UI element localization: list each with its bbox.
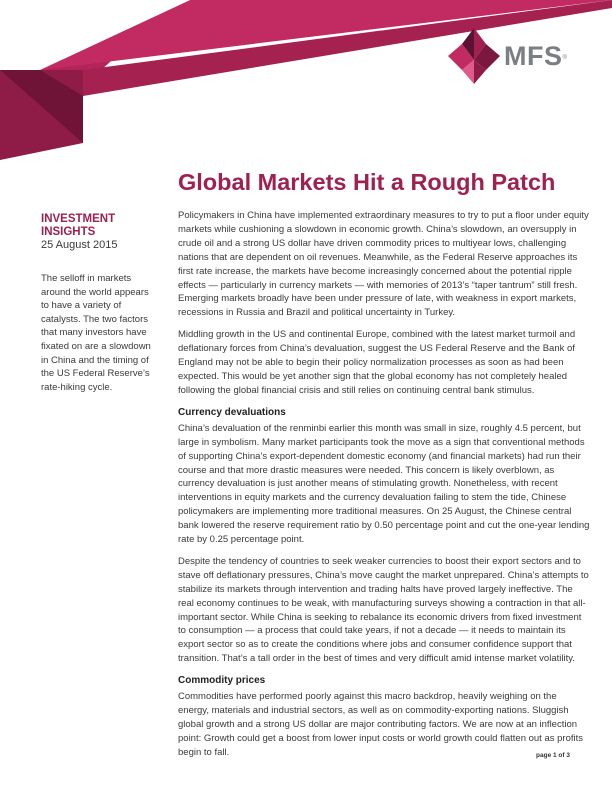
logo-mark-icon	[446, 26, 502, 86]
sidebar-label: INVESTMENT INSIGHTS	[41, 213, 116, 238]
article-body	[178, 209, 590, 768]
sidebar-summary: The selloff in markets around the world appears to have a variety of catalysts. The two factors that many investors have fixated on are a slowdown in China and the timing of the US Federal Reserve’s rate-hiking cycle.	[41, 273, 151, 393]
section-heading: Commodity prices	[178, 675, 266, 687]
publication-date: 25 August 2015	[41, 239, 118, 251]
page-title: Global Markets Hit a Rough Patch	[178, 169, 556, 195]
body-paragraph: Commodities have performed poorly against this macro backdrop, heavily weighing on the energy, materials and industrial sectors, as well as on commodity-exporting nations. Sluggish global growth and a strong US dollar are major contributing factors. We are now at an inflection point: Growth could get a boost from lower input costs or world growth could flatten out as profits begin to fall.	[178, 691, 584, 758]
body-paragraph: Despite the tendency of countries to seek weaker currencies to boost their export sectors and to stave off deflationary pressures, China’s move caught the market unprepared. China’s attempts to stabilize its markets through intervention and trading halts have proved largely ineffective. The real economy continues to be weak, with manufacturing surveys showing a contraction in that all-important sector. While China is seeking to rebalance its economic drivers from fixed investment to consumption — a process that could take years, if not a decade — it needs to maintain its export sector so as to create the conditions where jobs and consumer confidence support that transition. That’s a tall order in the best of times and very difficult amid intense market volatility.	[178, 555, 589, 665]
brand-name	[504, 42, 567, 70]
registered-mark: ®	[562, 55, 568, 61]
body-paragraph: China’s devaluation of the renminbi earlier this month was small in size, roughly 4.5 percent, but large in symbolism. Many market participants took the move as a sign that conventional methods of supporting China’s export-dependent domestic economy (and financial markets) had run their course and that more drastic measures were needed. This concern is likely overblown, as currency devaluation is just another means of stimulating growth. Nonetheless, with recent interventions in equity markets and the currency devaluation failing to stem the tide, Chinese policymakers are implementing more traditional measures. On 25 August, the Chinese central bank lowered the reserve requirement ratio by 0.50 percentage point and cut the one-year lending rate by 0.25 percentage point.	[178, 422, 590, 546]
brand-wordmark: MFS	[504, 41, 563, 71]
page-number: page 1 of 3	[536, 752, 570, 759]
body-paragraph: Middling growth in the US and continental Europe, combined with the latest market turmoil and deflationary forces from China’s devaluation, suggest the US Federal Reserve and the Bank of England may not be able to begin their policy normalization processes as soon as had been expected. This would be yet another sign that the global economy has not completely healed following the global financial crisis and still relies on continuing central bank stimulus.	[178, 329, 576, 396]
body-paragraph: Policymakers in China have implemented extraordinary measures to try to put a floor under equity markets while cushioning a slowdown in economic growth. China’s slowdown, an oversupply in crude oil and a strong US dollar have driven commodity prices to multiyear lows, challenging nations that are dependent on oil revenues. Meanwhile, as the Federal Reserve approaches its first rate increase, the markets have become increasingly concerned about the potential ripple effects — particularly in currency markets — with memories of 2013’s “taper tantrum” still fresh. Emerging markets broadly have been under pressure of late, with weakness in export markets, recessions in Russia and Brazil and political uncertainty in Turkey.	[178, 210, 589, 319]
section-heading: Currency devaluations	[178, 406, 286, 418]
